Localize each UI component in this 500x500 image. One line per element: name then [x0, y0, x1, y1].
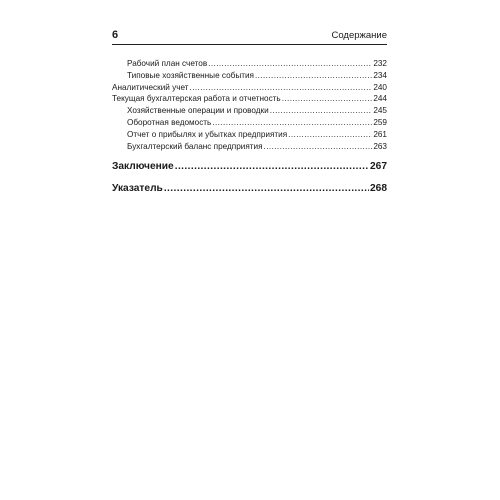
toc-entry-page: 261	[373, 129, 387, 139]
toc-entry	[112, 70, 387, 82]
toc-leader-dots	[212, 117, 372, 129]
toc-entry-page: 232	[373, 59, 387, 68]
toc-entry-page: 245	[373, 106, 387, 116]
toc-entry-title: Заключение	[112, 161, 174, 173]
toc-entry	[112, 141, 387, 153]
toc-entry-page: 259	[373, 117, 387, 127]
toc-leader-dots	[270, 105, 373, 117]
toc-entry-title: Аналитический учет	[112, 82, 189, 92]
toc-entry	[112, 129, 387, 141]
toc-entry-title: Оборотная ведомость	[127, 117, 212, 127]
toc-entry-page: 244	[373, 94, 387, 104]
toc-entry-title: Хозяйственные операции и проводки	[127, 106, 269, 116]
toc-entry-major	[112, 161, 387, 173]
toc-entry-page: 267	[370, 161, 387, 173]
toc-leader-dots	[264, 141, 373, 153]
toc-entry-page: 263	[373, 141, 387, 151]
toc-entry	[112, 93, 387, 105]
toc-entry-title: Типовые хозяйственные события	[127, 70, 254, 80]
toc-leader-dots	[282, 93, 373, 105]
toc-entry-title: Рабочий план счетов	[127, 59, 208, 68]
toc-entry-page: 234	[373, 70, 387, 80]
toc-leader-dots	[255, 70, 372, 82]
toc-entry-major	[112, 183, 387, 195]
running-title: Содержание	[331, 30, 387, 41]
toc-entry	[112, 58, 387, 70]
toc-leader-dots	[190, 82, 373, 94]
page-number: 6	[112, 29, 119, 41]
toc-leader-dots	[175, 161, 369, 173]
toc-entry-page: 240	[373, 82, 387, 92]
toc-entry-title: Текущая бухгалтерская работа и отчетность	[112, 94, 281, 104]
toc-entry-title: Бухгалтерский баланс предприятия	[127, 141, 263, 151]
page-header	[112, 31, 387, 45]
toc-entry	[112, 82, 387, 94]
toc-entry-title: Указатель	[112, 183, 163, 195]
toc-leader-dots	[288, 129, 372, 141]
toc-entry-title: Отчет о прибылях и убытках предприятия	[127, 129, 288, 139]
toc-entry	[112, 117, 387, 129]
toc-leader-dots	[208, 58, 372, 70]
table-of-contents	[112, 58, 387, 195]
toc-entry	[112, 105, 387, 117]
toc-entry-page: 268	[370, 183, 387, 195]
toc-leader-dots	[164, 183, 369, 195]
